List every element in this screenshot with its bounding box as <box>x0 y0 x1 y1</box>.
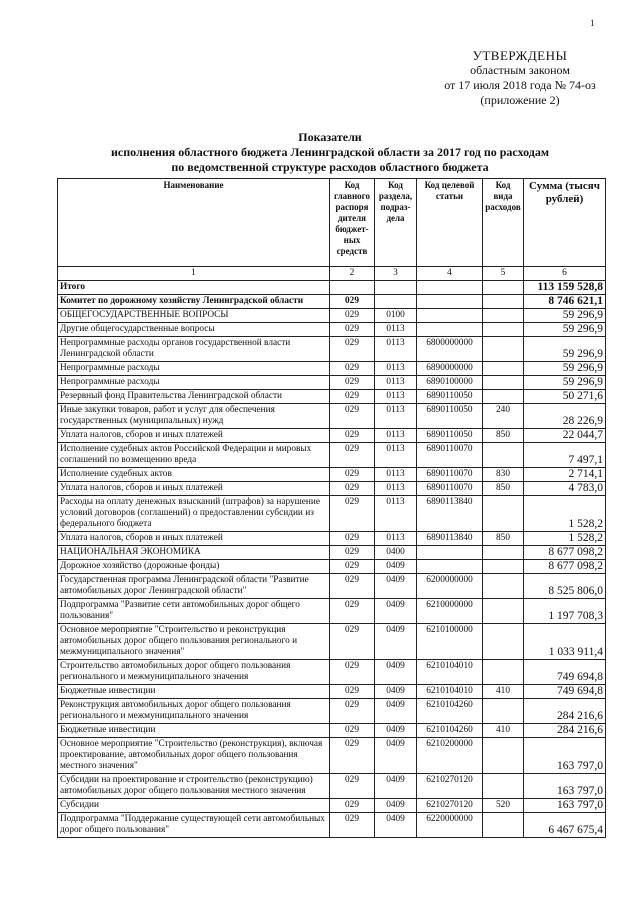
row-name: Бюджетные инвестиции <box>58 724 330 738</box>
row-section: 0409 <box>375 685 417 699</box>
column-number: 3 <box>375 267 417 281</box>
row-target <box>417 309 483 323</box>
row-expense-type <box>483 599 524 624</box>
column-number: 5 <box>483 267 524 281</box>
column-number: 1 <box>58 267 330 281</box>
row-main-manager: 029 <box>330 546 375 560</box>
row-section: 0113 <box>375 337 417 362</box>
row-section: 0113 <box>375 532 417 546</box>
row-sum: 8 746 621,1 <box>524 295 606 309</box>
row-expense-type <box>483 309 524 323</box>
row-expense-type <box>483 813 524 838</box>
row-section: 0113 <box>375 496 417 532</box>
row-expense-type: 850 <box>483 429 524 443</box>
column-number: 2 <box>330 267 375 281</box>
row-target: 6210104010 <box>417 685 483 699</box>
row-main-manager: 029 <box>330 574 375 599</box>
row-target: 6890113840 <box>417 532 483 546</box>
row-expense-type <box>483 362 524 376</box>
row-target: 6220000000 <box>417 813 483 838</box>
row-section: 0113 <box>375 468 417 482</box>
row-target: 6890110070 <box>417 443 483 468</box>
row-sum: 28 226,9 <box>524 404 606 429</box>
row-section: 0100 <box>375 309 417 323</box>
row-expense-type: 830 <box>483 468 524 482</box>
row-name: Дорожное хозяйство (дорожные фонды) <box>58 560 330 574</box>
table-row <box>58 546 606 560</box>
row-main-manager: 029 <box>330 624 375 660</box>
row-name: Уплата налогов, сборов и иных платежей <box>58 532 330 546</box>
header-expense-type: Код вида расходов <box>483 179 524 267</box>
row-main-manager: 029 <box>330 738 375 774</box>
table-row <box>58 660 606 685</box>
row-sum: 2 714,1 <box>524 468 606 482</box>
row-section: 0113 <box>375 443 417 468</box>
table-row <box>58 295 606 309</box>
row-section: 0409 <box>375 560 417 574</box>
row-main-manager: 029 <box>330 685 375 699</box>
row-name: Исполнение судебных актов Российской Федерации и мировых соглашений по возмещению вреда <box>58 443 330 468</box>
header-section: Код раздела, подраз- дела <box>375 179 417 267</box>
row-name: Непрограммные расходы <box>58 376 330 390</box>
row-section: 0409 <box>375 599 417 624</box>
budget-table <box>57 178 606 838</box>
row-expense-type <box>483 443 524 468</box>
table-row <box>58 813 606 838</box>
table-row <box>58 443 606 468</box>
row-target: 6210270120 <box>417 799 483 813</box>
row-section <box>375 295 417 309</box>
row-main-manager: 029 <box>330 724 375 738</box>
header-main-manager: Код главного распоря дителя бюджет- ных средств <box>330 179 375 267</box>
row-name: Основное мероприятие "Строительство и реконструкция автомобильных дорог общего пользования регионального и межмуниципального значения" <box>58 624 330 660</box>
row-name: Резервный фонд Правительства Ленинградской области <box>58 390 330 404</box>
row-main-manager: 029 <box>330 496 375 532</box>
row-target: 6210104260 <box>417 724 483 738</box>
row-main-manager: 029 <box>330 799 375 813</box>
row-expense-type <box>483 323 524 337</box>
row-expense-type: 240 <box>483 404 524 429</box>
approval-date: от 17 июля 2018 года № 74-оз <box>444 78 596 92</box>
column-number: 4 <box>417 267 483 281</box>
row-name: ОБЩЕГОСУДАРСТВЕННЫЕ ВОПРОСЫ <box>58 309 330 323</box>
row-sum: 749 694,8 <box>524 685 606 699</box>
table-row <box>58 429 606 443</box>
row-target <box>417 281 483 295</box>
row-target: 6800000000 <box>417 337 483 362</box>
row-target: 6210104010 <box>417 660 483 685</box>
row-name: Подпрограмма "Развитие сети автомобильных дорог общего пользования" <box>58 599 330 624</box>
row-target: 6890113840 <box>417 496 483 532</box>
table-row <box>58 482 606 496</box>
row-expense-type <box>483 376 524 390</box>
header-sum: Сумма (тысяч рублей) <box>524 179 606 267</box>
row-expense-type <box>483 390 524 404</box>
approval-stamp <box>430 48 610 108</box>
row-name: Основное мероприятие "Строительство (реконструкция), включая проектирование, автомобильных дорог общего пользования местного значения" <box>58 738 330 774</box>
row-sum: 163 797,0 <box>524 774 606 799</box>
row-name: Уплата налогов, сборов и иных платежей <box>58 429 330 443</box>
row-target: 6210100000 <box>417 624 483 660</box>
row-name: Строительство автомобильных дорог общего пользования регионального и межмуниципального значения <box>58 660 330 685</box>
row-expense-type <box>483 281 524 295</box>
table-row <box>58 685 606 699</box>
row-name: Расходы на оплату денежных взысканий (штрафов) за нарушение условий договоров (соглашений) о предоставлении субсидии из федерального бюджета <box>58 496 330 532</box>
title-line-1: Показатели <box>298 130 362 144</box>
row-main-manager: 029 <box>330 699 375 724</box>
row-main-manager: 029 <box>330 468 375 482</box>
row-main-manager: 029 <box>330 337 375 362</box>
row-name: Бюджетные инвестиции <box>58 685 330 699</box>
row-sum: 1 197 708,3 <box>524 599 606 624</box>
row-section: 0113 <box>375 376 417 390</box>
row-target <box>417 560 483 574</box>
row-main-manager: 029 <box>330 443 375 468</box>
approval-law: областным законом <box>470 63 570 77</box>
table-row <box>58 699 606 724</box>
row-expense-type: 410 <box>483 685 524 699</box>
row-expense-type: 850 <box>483 482 524 496</box>
table-row <box>58 404 606 429</box>
row-expense-type <box>483 574 524 599</box>
row-main-manager: 029 <box>330 362 375 376</box>
table-row <box>58 799 606 813</box>
row-name: Непрограммные расходы <box>58 362 330 376</box>
row-sum: 749 694,8 <box>524 660 606 685</box>
row-expense-type <box>483 699 524 724</box>
row-section: 0409 <box>375 774 417 799</box>
row-section: 0409 <box>375 574 417 599</box>
table-row <box>58 281 606 295</box>
row-main-manager: 029 <box>330 599 375 624</box>
row-name: Непрограммные расходы органов государственной власти Ленинградской области <box>58 337 330 362</box>
row-name: Комитет по дорожному хозяйству Ленинградской области <box>58 295 330 309</box>
row-main-manager: 029 <box>330 429 375 443</box>
row-target: 6890110070 <box>417 468 483 482</box>
row-name: Итого <box>58 281 330 295</box>
row-sum: 59 296,9 <box>524 323 606 337</box>
row-sum: 59 296,9 <box>524 362 606 376</box>
row-target: 6890110050 <box>417 404 483 429</box>
row-main-manager: 029 <box>330 309 375 323</box>
header-name: Наименование <box>58 179 330 267</box>
row-sum: 50 271,6 <box>524 390 606 404</box>
row-expense-type: 520 <box>483 799 524 813</box>
row-expense-type <box>483 546 524 560</box>
row-target: 6890110050 <box>417 390 483 404</box>
approval-appendix: (приложение 2) <box>480 93 560 107</box>
row-name: Уплата налогов, сборов и иных платежей <box>58 482 330 496</box>
row-main-manager: 029 <box>330 774 375 799</box>
row-target: 6200000000 <box>417 574 483 599</box>
row-expense-type <box>483 738 524 774</box>
row-sum: 8 677 098,2 <box>524 560 606 574</box>
row-main-manager: 029 <box>330 813 375 838</box>
row-section: 0409 <box>375 813 417 838</box>
row-main-manager <box>330 281 375 295</box>
table-row <box>58 309 606 323</box>
row-main-manager: 029 <box>330 482 375 496</box>
row-main-manager: 029 <box>330 376 375 390</box>
row-section: 0409 <box>375 738 417 774</box>
table-row <box>58 496 606 532</box>
header-target: Код целевой статьи <box>417 179 483 267</box>
row-sum: 163 797,0 <box>524 799 606 813</box>
row-expense-type <box>483 774 524 799</box>
row-section: 0113 <box>375 482 417 496</box>
row-expense-type <box>483 337 524 362</box>
row-sum: 7 497,1 <box>524 443 606 468</box>
row-sum: 1 528,2 <box>524 496 606 532</box>
row-sum: 284 216,6 <box>524 699 606 724</box>
row-target <box>417 546 483 560</box>
row-section: 0113 <box>375 429 417 443</box>
row-sum: 4 783,0 <box>524 482 606 496</box>
document-title <box>60 130 600 175</box>
row-main-manager: 029 <box>330 323 375 337</box>
row-target: 6210104260 <box>417 699 483 724</box>
row-main-manager: 029 <box>330 390 375 404</box>
row-name: Государственная программа Ленинградской области "Развитие автомобильных дорог Ленинградской области" <box>58 574 330 599</box>
row-expense-type: 410 <box>483 724 524 738</box>
row-section: 0409 <box>375 699 417 724</box>
row-name: Исполнение судебных актов <box>58 468 330 482</box>
title-line-3: по ведомственной структуре расходов областного бюджета <box>171 160 489 174</box>
row-sum: 59 296,9 <box>524 309 606 323</box>
column-number: 6 <box>524 267 606 281</box>
row-name: Иные закупки товаров, работ и услуг для обеспечения государственных (муниципальных) нужд <box>58 404 330 429</box>
row-section <box>375 281 417 295</box>
row-sum: 1 033 911,4 <box>524 624 606 660</box>
row-section: 0409 <box>375 660 417 685</box>
row-name: Реконструкция автомобильных дорог общего пользования регионального и межмуниципального значения <box>58 699 330 724</box>
row-target: 6890000000 <box>417 362 483 376</box>
table-body <box>58 267 606 838</box>
table-row <box>58 560 606 574</box>
row-sum: 22 044,7 <box>524 429 606 443</box>
row-expense-type <box>483 560 524 574</box>
row-section: 0400 <box>375 546 417 560</box>
row-expense-type <box>483 496 524 532</box>
row-target: 6890110050 <box>417 429 483 443</box>
row-name: Подпрограмма "Поддержание существующей сети автомобильных дорог общего пользования" <box>58 813 330 838</box>
page-number: 1 <box>590 18 595 28</box>
row-name: Другие общегосударственные вопросы <box>58 323 330 337</box>
row-expense-type <box>483 295 524 309</box>
row-expense-type <box>483 660 524 685</box>
row-sum: 1 528,2 <box>524 532 606 546</box>
header-row <box>58 179 606 267</box>
row-expense-type <box>483 624 524 660</box>
row-name: Субсидии на проектирование и строительство (реконструкцию) автомобильных дорог общего пользования местного значения <box>58 774 330 799</box>
row-sum: 8 677 098,2 <box>524 546 606 560</box>
row-target: 6210200000 <box>417 738 483 774</box>
row-sum: 59 296,9 <box>524 376 606 390</box>
row-section: 0113 <box>375 404 417 429</box>
approval-heading: УТВЕРЖДЕНЫ <box>472 48 568 63</box>
row-sum: 113 159 528,8 <box>524 281 606 295</box>
row-sum: 8 525 806,0 <box>524 574 606 599</box>
row-main-manager: 029 <box>330 560 375 574</box>
table-row <box>58 323 606 337</box>
row-main-manager: 029 <box>330 295 375 309</box>
row-target: 6890110070 <box>417 482 483 496</box>
row-sum: 59 296,9 <box>524 337 606 362</box>
table-row <box>58 468 606 482</box>
table-row <box>58 724 606 738</box>
row-target: 6890100000 <box>417 376 483 390</box>
row-main-manager: 029 <box>330 660 375 685</box>
table-row <box>58 337 606 362</box>
row-section: 0409 <box>375 624 417 660</box>
table-row <box>58 376 606 390</box>
table-row <box>58 599 606 624</box>
table-row <box>58 624 606 660</box>
row-name: Субсидии <box>58 799 330 813</box>
column-number-row <box>58 267 606 281</box>
row-sum: 284 216,6 <box>524 724 606 738</box>
table-row <box>58 574 606 599</box>
title-line-2: исполнения областного бюджета Ленинградской области за 2017 год по расходам <box>110 145 550 159</box>
row-main-manager: 029 <box>330 404 375 429</box>
row-target <box>417 323 483 337</box>
table-row <box>58 738 606 774</box>
row-name: НАЦИОНАЛЬНАЯ ЭКОНОМИКА <box>58 546 330 560</box>
row-section: 0113 <box>375 390 417 404</box>
row-main-manager: 029 <box>330 532 375 546</box>
table-row <box>58 774 606 799</box>
row-sum: 163 797,0 <box>524 738 606 774</box>
row-target <box>417 295 483 309</box>
row-expense-type: 850 <box>483 532 524 546</box>
row-target: 6210000000 <box>417 599 483 624</box>
table-row <box>58 390 606 404</box>
row-section: 0409 <box>375 799 417 813</box>
row-sum: 6 467 675,4 <box>524 813 606 838</box>
table-row <box>58 532 606 546</box>
row-target: 6210270120 <box>417 774 483 799</box>
row-section: 0113 <box>375 323 417 337</box>
row-section: 0409 <box>375 724 417 738</box>
table-row <box>58 362 606 376</box>
row-section: 0113 <box>375 362 417 376</box>
